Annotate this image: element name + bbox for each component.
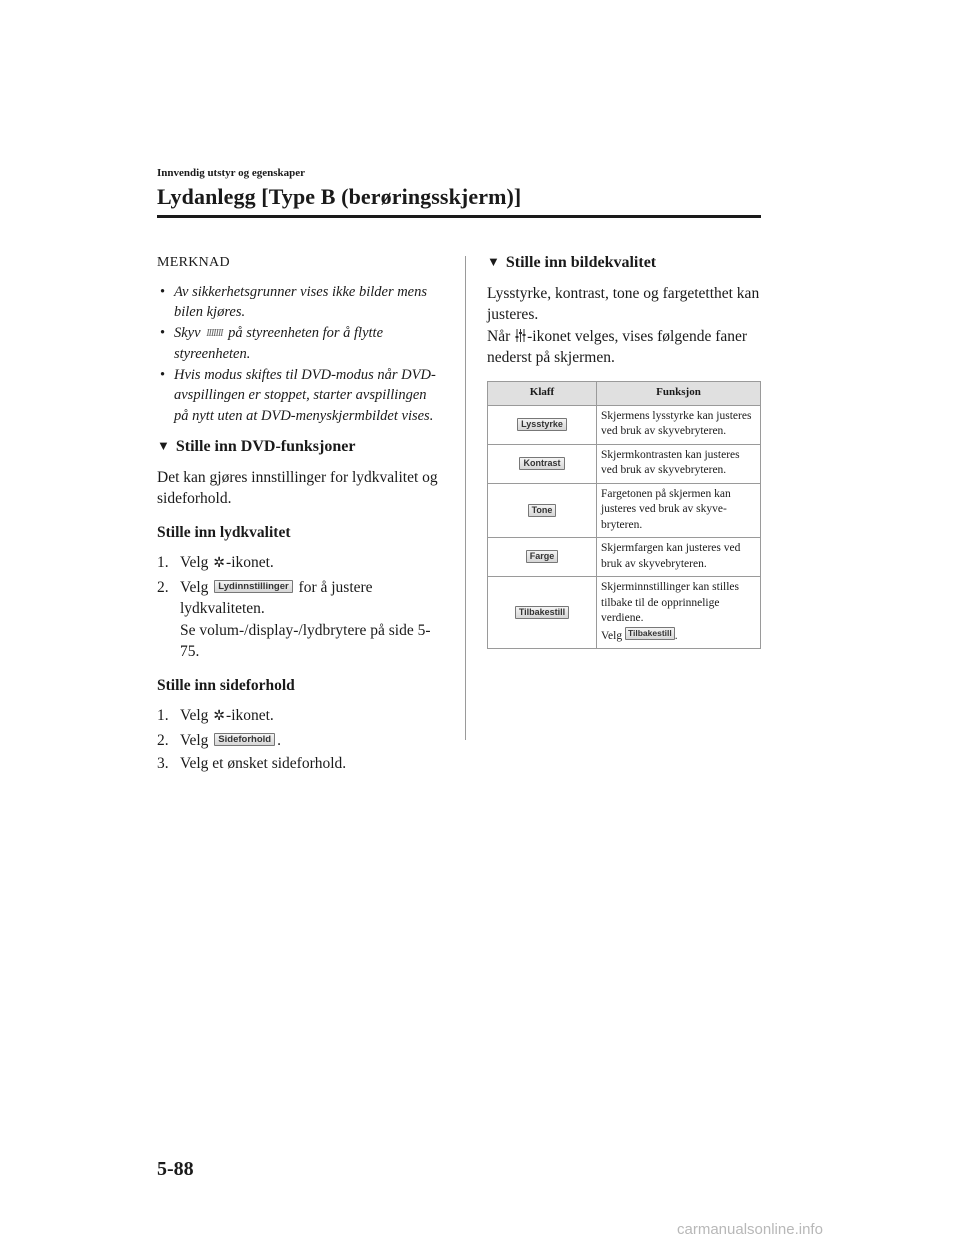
function-text: Velg (601, 629, 623, 642)
bullet-icon: • (160, 324, 166, 341)
note-item (157, 282, 442, 323)
gear-icon: ✲ (213, 556, 226, 571)
gear-icon: ✲ (213, 709, 226, 724)
step-text: Velg (180, 578, 209, 596)
intro-text: -ikonet velges, vises følgende faner nederst på skjermen. (487, 327, 748, 366)
sound-step-2 (157, 577, 442, 663)
tab-cell (488, 405, 597, 444)
bullet-icon: • (160, 283, 166, 300)
tab-cell (488, 538, 597, 577)
note-item (157, 365, 442, 427)
left-column (157, 252, 442, 777)
note-item (157, 323, 442, 365)
note-text: Hvis modus skiftes til DVD-modus når DVD-avspillingen er stoppet, starter avspillingen på nytt uten at DVD-menyskjermbildet vises. (174, 366, 436, 424)
note-list (157, 282, 442, 427)
chapter-subtitle: Innvendig utstyr og egenskaper (157, 167, 306, 179)
function-text: Skjerminnstillinger kan stilles tilbake til de opprinnelige verdiene. (601, 581, 739, 624)
dvd-intro: Det kan gjøres innstillinger for lydkvalitet og sideforhold. (157, 468, 438, 507)
column-divider (465, 256, 466, 740)
step-text: . (277, 731, 281, 749)
bullet-icon: • (160, 366, 166, 383)
table-header-function: Funksjon (597, 381, 761, 405)
table-row (488, 444, 761, 483)
step-text: -ikonet. (226, 554, 274, 571)
right-column (487, 252, 762, 649)
table-header-row (488, 381, 761, 405)
brightness-tab-button[interactable]: Lysstyrke (517, 418, 567, 431)
picture-settings-table (487, 381, 761, 650)
step-reference: Se volum-/display-/lydbrytere på side 5-75. (180, 621, 431, 660)
slider-handle-icon: IIIIIII (206, 327, 223, 339)
step-text: Velg (180, 707, 209, 724)
sound-settings-button[interactable]: Lydinnstillinger (214, 580, 292, 593)
step-number: 2. (157, 578, 169, 596)
step-number: 3. (157, 755, 169, 772)
step-text: for å justere lydkvaliteten. (180, 578, 373, 617)
aspect-step-1 (157, 705, 442, 728)
triangle-down-icon: ▼ (487, 254, 500, 269)
step-text: Velg et ønsket sideforhold. (180, 755, 347, 772)
note-text: på styreenheten for å flytte styreenheten. (174, 324, 384, 362)
function-cell (597, 577, 761, 649)
function-cell: Skjermens lysstyrke kan justeres ved bruk av skyvebryteren. (597, 405, 761, 444)
aspect-ratio-button[interactable]: Sideforhold (214, 733, 275, 746)
aspect-step-2 (157, 730, 442, 752)
tab-cell (488, 444, 597, 483)
note-title: MERKNAD (157, 255, 230, 270)
step-number: 1. (157, 707, 169, 724)
step-text: Velg (180, 554, 209, 571)
note-text: Av sikkerhetsgrunner vises ikke bilder mens bilen kjøres. (174, 283, 428, 320)
section-title: Lydanlegg [Type B (berøringsskjerm)] (157, 184, 522, 209)
function-cell: Fargetonen på skjermen kan justeres ved bruk av skyvebryteren. (597, 483, 761, 538)
table-header-tab: Klaff (488, 381, 597, 405)
step-number: 1. (157, 554, 169, 571)
sound-heading: Stille inn lydkvalitet (157, 523, 291, 541)
aspect-step-3 (157, 753, 442, 775)
page-number: 5-88 (157, 1158, 194, 1180)
tone-tab-button[interactable]: Tone (528, 504, 557, 517)
table-row (488, 538, 761, 577)
function-cell: Skjermkontrasten kan justeres ved bruk av skyvebryteren. (597, 444, 761, 483)
function-cell: Skjermfargen kan justeres ved bruk av skyvebryteren. (597, 538, 761, 577)
reset-button[interactable]: Tilbakestill (625, 627, 675, 640)
color-tab-button[interactable]: Farge (526, 550, 559, 563)
dvd-heading (157, 436, 442, 458)
triangle-down-icon: ▼ (157, 438, 170, 453)
intro-text: Når (487, 327, 511, 345)
step-number: 2. (157, 731, 169, 749)
table-row (488, 405, 761, 444)
table-row (488, 577, 761, 649)
dvd-heading-text: Stille inn DVD-funksjoner (175, 438, 356, 455)
picture-heading (487, 252, 762, 274)
equalizer-icon (515, 329, 526, 342)
step-text: Velg (180, 731, 209, 749)
function-text: . (674, 629, 678, 642)
watermark: carmanualsonline.info (677, 1221, 823, 1238)
aspect-heading: Stille inn sideforhold (157, 676, 295, 694)
header-rule (157, 215, 761, 218)
tab-cell (488, 577, 597, 649)
sound-step-1 (157, 552, 442, 575)
step-text: -ikonet. (226, 707, 274, 724)
picture-intro-2 (487, 326, 762, 369)
reset-tab-button[interactable]: Tilbakestill (515, 606, 569, 619)
note-text: Skyv (174, 324, 201, 341)
picture-intro: Lysstyrke, kontrast, tone og fargetetthet kan justeres. (487, 284, 760, 323)
tab-cell (488, 483, 597, 538)
picture-heading-text: Stille inn bildekvalitet (505, 254, 657, 271)
contrast-tab-button[interactable]: Kontrast (519, 457, 564, 470)
table-row (488, 483, 761, 538)
